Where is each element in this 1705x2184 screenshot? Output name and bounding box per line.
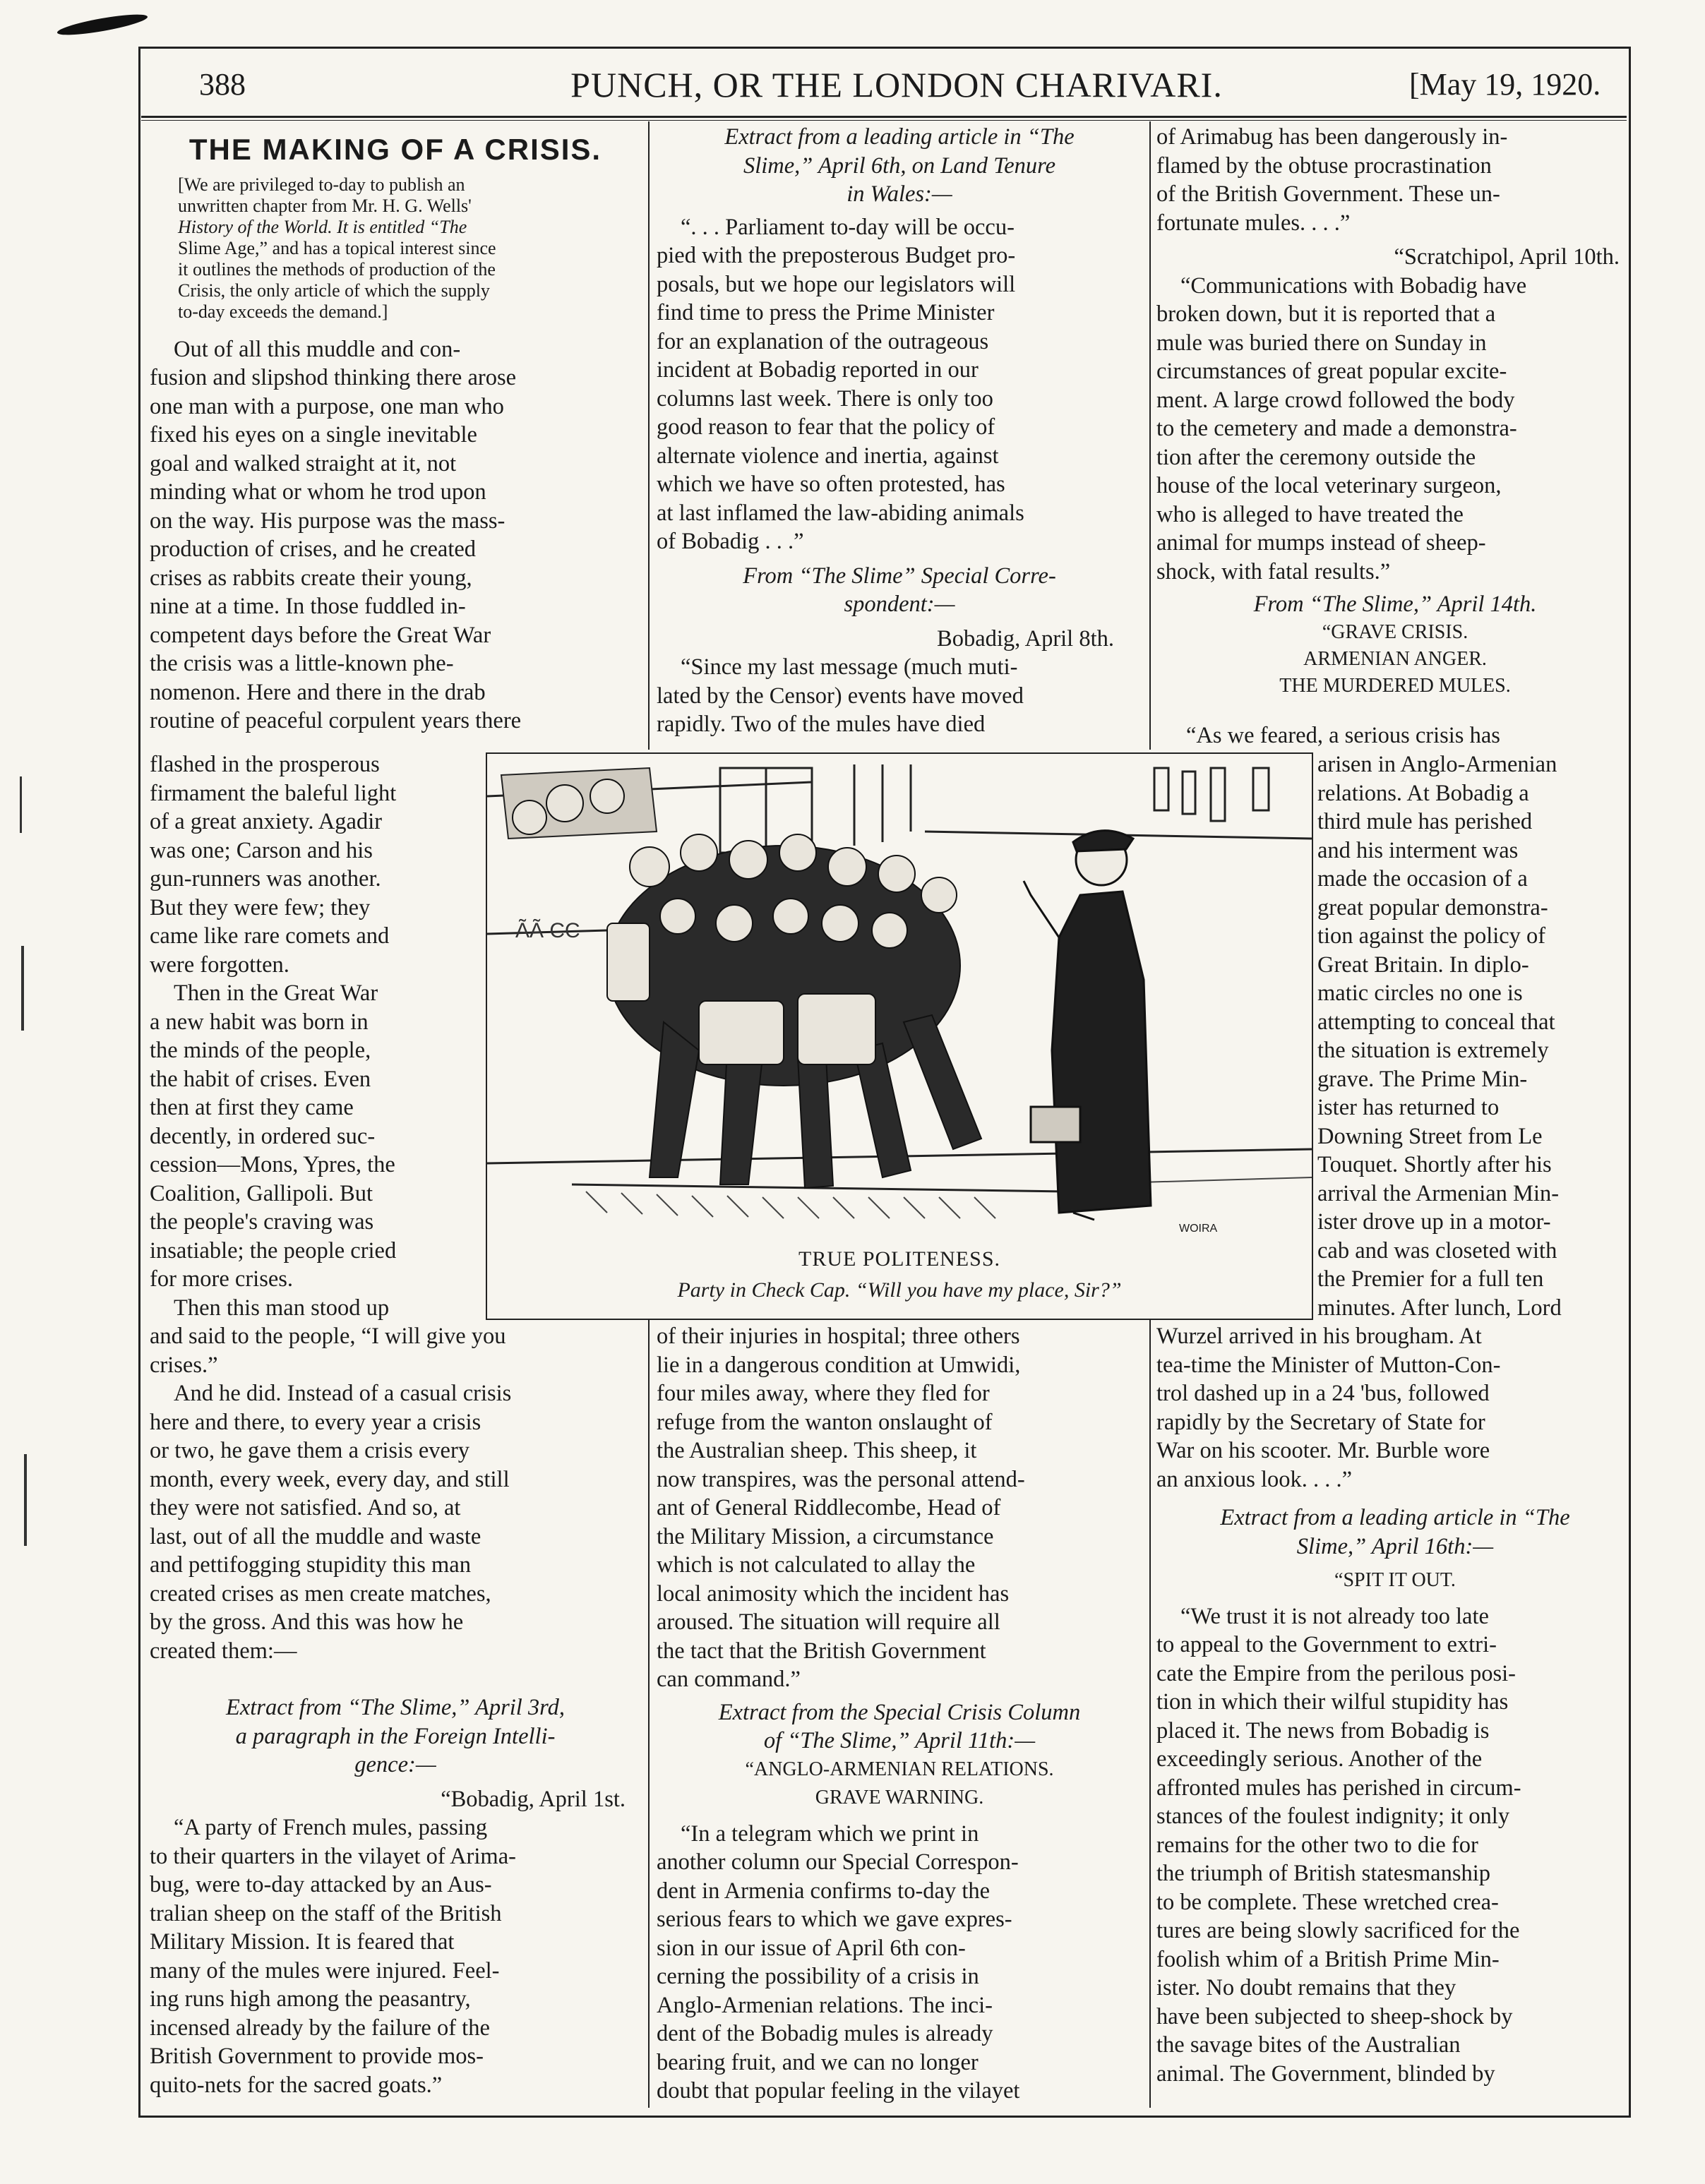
dateline: “Scratchipol, April 10th. — [1394, 244, 1620, 270]
text-line: came like rare comets and — [150, 923, 390, 949]
heading-line: “SPIT IT OUT. — [1334, 1569, 1456, 1591]
text-line: insatiable; the people cried — [150, 1237, 397, 1264]
text-line: incident at Bobadig reported in our — [657, 357, 979, 383]
text-line: created them:— — [150, 1638, 297, 1664]
text-line: for more crises. — [150, 1266, 294, 1292]
heading-line: THE MURDERED MULES. — [1279, 674, 1511, 697]
text-line: it outlines the methods of production of the — [178, 258, 496, 280]
cartoon-illustration — [487, 754, 1312, 1241]
text-line: “As we feared, a serious crisis has — [1186, 723, 1500, 748]
text-line: the habit of crises. Even — [150, 1066, 371, 1092]
text-line: tion in which their wilful stupidity has — [1156, 1689, 1509, 1715]
text-line: tion against the policy of — [1317, 923, 1546, 949]
text-line: goal and walked straight at it, not — [150, 450, 457, 476]
text-line: lie in a dangerous condition at Umwidi, — [657, 1352, 1021, 1378]
article-column-3-first-line — [1186, 721, 1634, 750]
article-column-1-bottom — [150, 1322, 641, 2099]
text-line: to be complete. These wretched crea- — [1156, 1889, 1499, 1915]
page-number: 388 — [199, 67, 246, 102]
text-line: serious fears to which we gave expres- — [657, 1907, 1012, 1932]
text-line: were forgotten. — [150, 952, 289, 978]
text-line: to appeal to the Government to extri- — [1156, 1632, 1497, 1657]
text-line: trol dashed up in a 24 'bus, followed — [1156, 1381, 1490, 1406]
text-line: and said to the people, “I will give you — [150, 1324, 506, 1349]
text-line: can command.” — [657, 1667, 801, 1692]
text-line: an anxious look. . . .” — [1156, 1466, 1353, 1492]
text-line: to the cemetery and made a demonstra- — [1156, 416, 1517, 441]
editor-note — [150, 174, 641, 323]
text-line: alternate violence and inertia, against — [657, 443, 999, 469]
text-line: Extract from a leading article in “The — [724, 124, 1075, 150]
text-line: relations. At Bobadig a — [1317, 780, 1529, 806]
text-line: four miles away, where they fled for — [657, 1381, 990, 1406]
text-line: tralian sheep on the staff of the British — [150, 1900, 502, 1926]
header-rule — [141, 116, 1627, 118]
text-line: the Australian sheep. This sheep, it — [657, 1438, 977, 1463]
text-line: of Bobadig . . .” — [657, 529, 804, 554]
article-title: THE MAKING OF A CRISIS. — [189, 133, 602, 166]
text-line: local animosity which the incident has — [657, 1580, 1010, 1607]
text-line: fortunate mules. . . .” — [1156, 210, 1351, 236]
text-line: shock, with fatal results.” — [1156, 558, 1391, 584]
text-line: “A party of French mules, passing — [174, 1815, 488, 1840]
text-line: dent of the Bobadig mules is already — [657, 2021, 993, 2046]
text-line: many of the mules were injured. Feel- — [150, 1957, 500, 1984]
text-line: Slime,” April 16th:— — [1296, 1533, 1494, 1559]
text-line: exceedingly serious. Another of the — [1156, 1746, 1483, 1772]
text-line: of the British Government. These un- — [1156, 181, 1500, 207]
text-line: created crises as men create matches, — [150, 1580, 491, 1607]
text-line: a paragraph in the Foreign Intelli- — [235, 1723, 556, 1749]
text-line: “In a telegram which we print in — [681, 1820, 979, 1847]
masthead-title: PUNCH, OR THE LONDON CHARIVARI. — [570, 65, 1223, 104]
text-line: flashed in the prosperous — [150, 752, 380, 777]
text-line: of “The Slime,” April 11th:— — [763, 1728, 1036, 1753]
margin-mark — [24, 1454, 27, 1546]
text-line: ment. A large crowd followed the body — [1156, 387, 1515, 413]
text-line: gence:— — [354, 1752, 436, 1777]
text-line: Slime,” April 6th, on Land Tenure — [743, 152, 1056, 179]
text-line: decently, in ordered suc- — [150, 1123, 376, 1149]
text-line: War on his scooter. Mr. Burble wore — [1156, 1438, 1490, 1463]
text-line: the Premier for a full ten — [1317, 1266, 1544, 1292]
text-line: ing runs high among the peasantry, — [150, 1986, 471, 2012]
article-column-3 — [1156, 123, 1634, 700]
text-line: tea-time the Minister of Mutton-Con- — [1156, 1352, 1501, 1378]
text-line: which we have so often protested, has — [657, 472, 1005, 497]
column-rule — [648, 121, 650, 750]
article-column-1-narrow — [150, 750, 479, 1322]
text-line: refuge from the wanton onslaught of — [657, 1409, 993, 1435]
text-line: Extract from “The Slime,” April 3rd, — [226, 1695, 565, 1720]
text-line: animal. The Government, blinded by — [1156, 2060, 1495, 2087]
text-line: From “The Slime,” April 14th. — [1253, 592, 1537, 617]
text-line: competent days before the Great War — [150, 622, 491, 648]
text-line: cerning the possibility of a crisis in — [657, 1964, 979, 1989]
text-line: of their injuries in hospital; three others — [657, 1324, 1020, 1349]
heading-line: “GRAVE CRISIS. — [1322, 620, 1468, 643]
text-line: and pettifogging stupidity this man — [150, 1552, 471, 1578]
text-line: the crisis was a little-known phe- — [150, 651, 454, 676]
text-line: Touquet. Shortly after his — [1317, 1152, 1552, 1177]
text-line: quito-nets for the sacred goats.” — [150, 2072, 443, 2098]
text-line: tures are being slowly sacrificed for the — [1156, 1918, 1520, 1943]
text-line: aroused. The situation will require all — [657, 1609, 1000, 1635]
text-line: great popular demonstra- — [1317, 894, 1548, 920]
text-line: cession—Mons, Ypres, the — [150, 1152, 395, 1177]
text-line: ant of General Riddlecombe, Head of — [657, 1495, 1001, 1520]
text-line: on the way. His purpose was the mass- — [150, 508, 505, 534]
text-line: the situation is extremely — [1317, 1038, 1549, 1063]
text-line: by the gross. And this was how he — [150, 1609, 464, 1635]
text-line: Slime Age,” and has a topical interest since — [178, 237, 496, 258]
text-line: columns last week. There is only too — [657, 385, 993, 412]
text-line: cate the Empire from the perilous posi- — [1156, 1660, 1516, 1686]
text-line: then at first they came — [150, 1095, 354, 1120]
text-line: of Arimabug has been dangerously in- — [1156, 124, 1508, 150]
text-line: made the occasion of a — [1317, 866, 1528, 892]
text-line: to their quarters in the vilayet of Arima- — [150, 1843, 516, 1869]
text-line: Out of all this muddle and con- — [174, 336, 461, 362]
text-line: to-day exceeds the demand.] — [178, 301, 388, 322]
text-line: here and there, to every year a crisis — [150, 1409, 481, 1435]
text-line: tion after the ceremony outside the — [1156, 444, 1476, 470]
text-line: British Government to provide mos- — [150, 2044, 484, 2069]
svg-text:ÃÃ CC: ÃÃ CC — [515, 919, 580, 942]
text-line: arisen in Anglo-Armenian — [1317, 752, 1557, 777]
cartoon-frame — [486, 752, 1313, 1320]
heading-line: “ANGLO-ARMENIAN RELATIONS. — [745, 1758, 1054, 1780]
text-line: And he did. Instead of a casual crisis — [174, 1381, 512, 1406]
article-column-2 — [657, 123, 1142, 739]
text-line: matic circles no one is — [1317, 980, 1523, 1006]
text-line: Extract from the Special Crisis Column — [718, 1699, 1081, 1725]
text-line: bug, were to-day attacked by an Aus- — [150, 1872, 492, 1897]
text-line: [We are privileged to-day to publish an — [178, 174, 465, 195]
text-line: now transpires, was the personal attend- — [657, 1466, 1025, 1492]
text-line: they were not satisfied. And so, at — [150, 1495, 461, 1520]
artist-signature: WOIRA — [1179, 1223, 1218, 1235]
text-line: cab and was closeted with — [1317, 1237, 1557, 1264]
text-line: sion in our issue of April 6th con- — [657, 1935, 966, 1961]
text-line: another column our Special Correspon- — [657, 1849, 1019, 1875]
text-line: Military Mission. It is feared that — [150, 1929, 455, 1955]
text-line: Downing Street from Le — [1317, 1123, 1543, 1149]
heading-line: ARMENIAN ANGER. — [1303, 647, 1487, 670]
text-line: in Wales:— — [846, 181, 952, 207]
heading-line: GRAVE WARNING. — [815, 1787, 984, 1808]
text-line: third mule has perished — [1317, 809, 1533, 834]
article-column-3-bottom — [1156, 1322, 1634, 2088]
text-line: bearing fruit, and we can no longer — [657, 2049, 979, 2075]
text-line: nine at a time. In those fuddled in- — [150, 594, 466, 619]
text-line: fixed his eyes on a single inevitable — [150, 422, 477, 448]
text-line: flamed by the obtuse procrastination — [1156, 152, 1492, 179]
article-column-1 — [150, 133, 641, 736]
text-line: ister drove up in a motor- — [1317, 1209, 1551, 1235]
text-line: house of the local veterinary surgeon, — [1156, 473, 1502, 498]
text-line: grave. The Prime Min- — [1317, 1066, 1528, 1092]
text-line: crises as rabbits create their young, — [150, 565, 472, 591]
text-line: “Communications with Bobadig have — [1180, 272, 1527, 299]
text-line: Extract from a leading article in “The — [1220, 1505, 1570, 1530]
text-line: routine of peaceful corpulent years there — [150, 708, 522, 733]
article-column-2-bottom — [657, 1322, 1142, 2106]
text-line: Crisis, the only article of which the supply — [178, 280, 490, 301]
text-line: foolish whim of a British Prime Min- — [1156, 1946, 1500, 1972]
text-line: History of the World. It is entitled “The — [178, 216, 467, 237]
text-line: crises.” — [150, 1352, 218, 1378]
text-line: dent in Armenia confirms to-day the — [657, 1878, 991, 1904]
text-line: Wurzel arrived in his brougham. At — [1156, 1324, 1482, 1349]
text-line: posals, but we hope our legislators will — [657, 271, 1016, 297]
text-line: at last inflamed the law-abiding animals — [657, 500, 1024, 526]
text-line: Coalition, Gallipoli. But — [150, 1180, 373, 1206]
text-line: for an explanation of the outrageous — [657, 328, 989, 354]
text-line: a new habit was born in — [150, 1009, 369, 1035]
text-line: month, every week, every day, and still — [150, 1466, 510, 1492]
text-line: unwritten chapter from Mr. H. G. Wells' — [178, 195, 472, 216]
issue-date: [May 19, 1920. — [1409, 67, 1601, 102]
text-line: find time to press the Prime Minister — [657, 300, 995, 325]
margin-mark — [21, 946, 24, 1031]
text-line: which is not calculated to allay the — [657, 1552, 976, 1578]
text-line: have been subjected to sheep-shock by — [1156, 2003, 1513, 2029]
text-line: or two, he gave them a crisis every — [150, 1438, 470, 1463]
text-line: minutes. After lunch, Lord — [1317, 1295, 1562, 1321]
column-rule — [648, 1314, 650, 2108]
text-line: pied with the preposterous Budget pro- — [657, 243, 1016, 268]
text-line: “. . . Parliament to-day will be occu- — [681, 214, 1015, 240]
text-line: Anglo-Armenian relations. The inci- — [657, 1992, 993, 2018]
text-line: Then this man stood up — [174, 1295, 390, 1321]
body-text — [150, 335, 641, 736]
text-line: who is alleged to have treated the — [1156, 501, 1464, 527]
text-line: broken down, but it is reported that a — [1156, 301, 1496, 327]
text-line: the tact that the British Government — [657, 1638, 986, 1664]
text-line: circumstances of great popular excite- — [1156, 359, 1507, 384]
text-line: the triumph of British statesmanship — [1156, 1861, 1491, 1886]
dateline: “Bobadig, April 1st. — [441, 1786, 626, 1812]
text-line: production of crises, and he created — [150, 536, 477, 562]
text-line: “We trust it is not already too late — [1180, 1603, 1489, 1629]
text-line: Great Britain. In diplo- — [1317, 952, 1529, 978]
text-line: of a great anxiety. Agadir — [150, 809, 383, 834]
text-line: nomenon. Here and there in the drab — [150, 679, 486, 705]
text-line: lated by the Censor) events have moved — [657, 683, 1024, 709]
column-rule — [1149, 121, 1151, 750]
header-rule-thin — [141, 120, 1627, 121]
text-line: But they were few; they — [150, 894, 371, 920]
text-line: and his interment was — [1317, 837, 1519, 863]
text-line: the Military Mission, a circumstance — [657, 1523, 994, 1549]
text-line: placed it. The news from Bobadig is — [1156, 1717, 1490, 1744]
text-line: affronted mules has perished in circum- — [1156, 1775, 1521, 1801]
text-line: ister. No doubt remains that they — [1156, 1975, 1456, 2000]
cartoon-caption-title: TRUE POLITENESS. — [798, 1247, 1000, 1271]
text-line: Then in the Great War — [174, 980, 378, 1006]
dateline: Bobadig, April 8th. — [937, 625, 1114, 652]
text-line: mule was buried there on Sunday in — [1156, 330, 1487, 356]
text-line: stances of the foulest indignity; it only — [1156, 1804, 1510, 1829]
text-line: doubt that popular feeling in the vilayet — [657, 2078, 1020, 2104]
cartoon-caption-text: Party in Check Cap. “Will you have my place, Sir?” — [677, 1278, 1122, 1302]
text-line: attempting to conceal that — [1317, 1009, 1555, 1035]
text-line: firmament the baleful light — [150, 780, 397, 806]
text-line: last, out of all the muddle and waste — [150, 1523, 481, 1549]
text-line: remains for the other two to die for — [1156, 1832, 1478, 1858]
text-line: incensed already by the failure of the — [150, 2015, 490, 2041]
text-line: rapidly. Two of the mules have died — [657, 712, 986, 737]
text-line: spondent:— — [844, 592, 955, 617]
text-line: animal for mumps instead of sheep- — [1156, 530, 1486, 556]
text-line: ister has returned to — [1317, 1095, 1500, 1120]
text-line: the minds of the people, — [150, 1038, 371, 1063]
text-line: one man with a purpose, one man who — [150, 393, 504, 419]
text-line: the people's craving was — [150, 1209, 374, 1235]
text-line: fusion and slipshod thinking there arose — [150, 365, 517, 390]
text-line: From “The Slime” Special Corre- — [743, 563, 1056, 589]
text-line: the savage bites of the Australian — [1156, 2032, 1461, 2058]
text-line: gun-runners was another. — [150, 866, 381, 892]
text-line: “Since my last message (much muti- — [681, 654, 1018, 680]
text-line: minding what or whom he trod upon — [150, 479, 486, 505]
text-line: was one; Carson and his — [150, 837, 373, 863]
column-rule — [1149, 1314, 1151, 2108]
article-column-3-narrow — [1317, 750, 1634, 1322]
corner-mark — [56, 11, 148, 39]
text-line: rapidly by the Secretary of State for — [1156, 1409, 1485, 1435]
margin-mark — [20, 776, 22, 833]
text-line: good reason to fear that the policy of — [657, 414, 995, 440]
text-line: arrival the Armenian Min- — [1317, 1180, 1560, 1206]
